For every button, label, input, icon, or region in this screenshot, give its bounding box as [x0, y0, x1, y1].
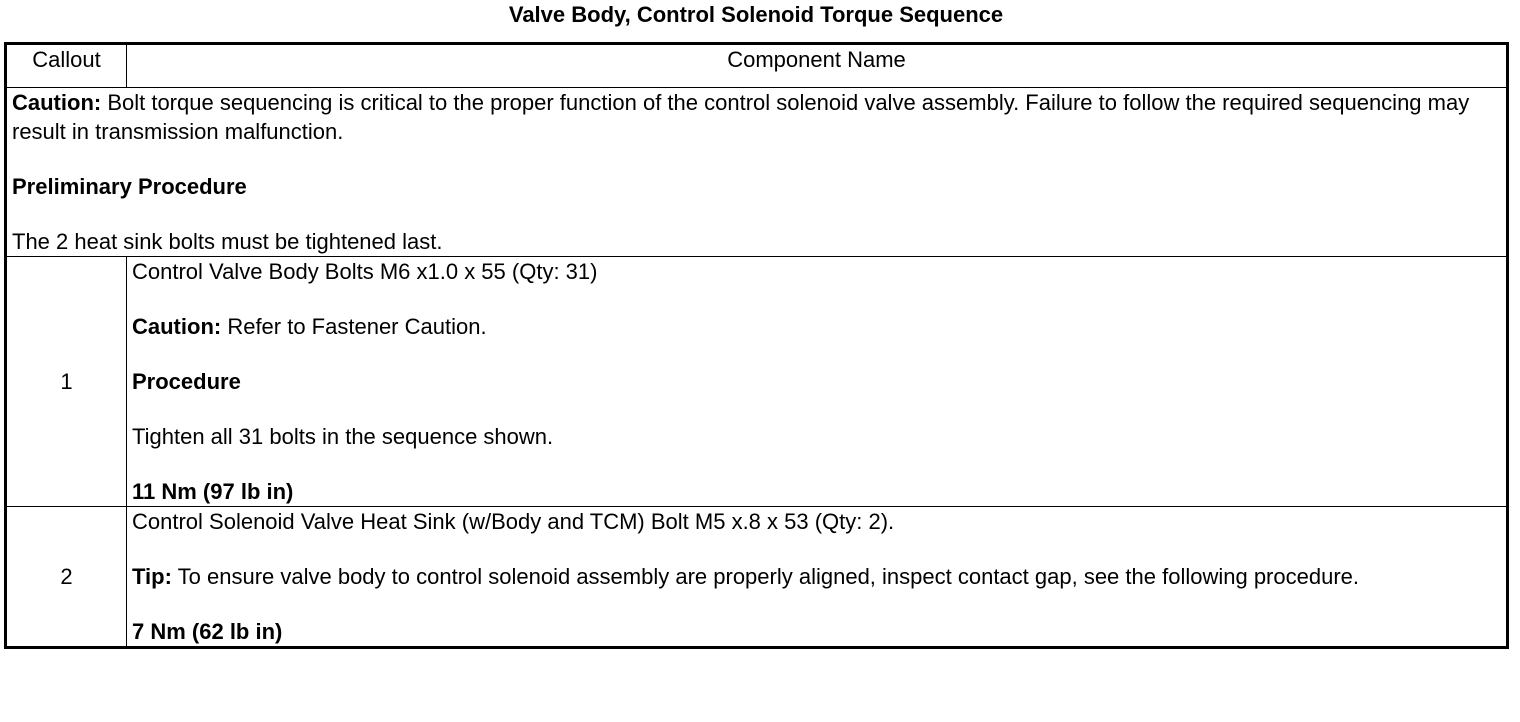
- component-cell: [127, 257, 1507, 507]
- callout-number: 1: [7, 257, 127, 507]
- intro-cell: [7, 88, 1507, 257]
- row-tip: [132, 562, 1501, 591]
- caution-label: Caution:: [12, 90, 102, 115]
- preliminary-procedure-heading: Preliminary Procedure: [12, 174, 247, 199]
- torque-spec: 11 Nm (97 lb in): [132, 479, 294, 504]
- table-header-row: [7, 45, 1507, 88]
- preliminary-procedure-text: The 2 heat sink bolts must be tightened last.: [12, 229, 443, 254]
- component-name-column-header: Component Name: [127, 45, 1507, 88]
- intro-row: [7, 88, 1507, 257]
- torque-spec: 7 Nm (62 lb in): [132, 619, 283, 644]
- caution-text: Bolt torque sequencing is critical to the proper function of the control solenoid valve assembly. Failure to follow the required sequencing may result in transmission malfunction.: [12, 90, 1470, 144]
- component-name: Control Valve Body Bolts M6 x1.0 x 55 (Qty: 31): [132, 259, 598, 284]
- table-row: [7, 257, 1507, 507]
- torque-sequence-table: [6, 44, 1507, 647]
- component-name: Control Solenoid Valve Heat Sink (w/Body and TCM) Bolt M5 x.8 x 53 (Qty: 2).: [132, 509, 895, 534]
- procedure-text: Tighten all 31 bolts in the sequence shown.: [132, 424, 554, 449]
- caution-label: Caution:: [132, 314, 222, 339]
- page-title: Valve Body, Control Solenoid Torque Sequence: [508, 2, 1004, 27]
- procedure-heading: Procedure: [132, 369, 241, 394]
- callout-column-header: Callout: [7, 45, 127, 88]
- tip-label: Tip:: [132, 564, 172, 589]
- callout-number: 2: [7, 507, 127, 647]
- component-cell: [127, 507, 1507, 647]
- row-caution: [132, 312, 1501, 341]
- table-row: [7, 507, 1507, 647]
- tip-text: To ensure valve body to control solenoid assembly are properly aligned, inspect contact gap, see the following procedure.: [171, 564, 1359, 589]
- intro-caution: [12, 88, 1501, 146]
- caution-text: Refer to Fastener Caution.: [221, 314, 487, 339]
